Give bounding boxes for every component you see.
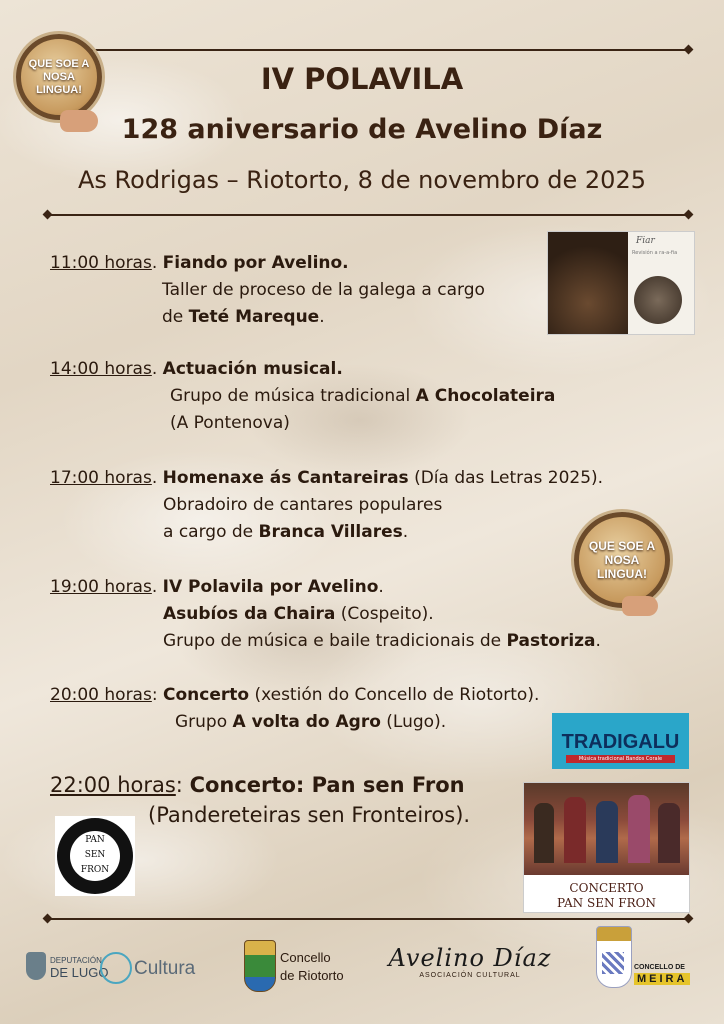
pan-sen-fron-logo: PAN SEN FRON [55,816,135,896]
riotorto-crest-icon [244,940,276,992]
poster-line2: PAN SEN FRON [557,896,656,910]
fiar-card-title: Fiar [636,236,655,246]
page-title: IV POLAVILA [260,62,464,96]
event-1100: 11:00 horas. Fiando por Avelino. Taller de proceso de la galega a cargo de Teté Mareque. [50,253,485,327]
event-2200: 22:00 horas: Concerto: Pan sen Fron (Pandereteiras sen Fronteiros). [50,773,471,827]
crest-icon [26,952,46,980]
riotorto-logo: Concello de Riotorto [244,940,364,992]
que-soe-badge-top: QUE SOE A NOSA LINGUA! [16,34,102,120]
poster-line1: CONCERTO [569,881,644,895]
spinning-photo-left [548,232,628,334]
event-1900: 19:00 horas. IV Polavila por Avelino. Asubíos da Chaira (Cospeito). Grupo de música e baile tradicionais de Pastoriza. [50,577,601,651]
fiar-card-caption: Revisión a ra-a-fia [632,250,678,256]
tradigalu-logo: TRADIGALU Música tradicional Bandos Corale [552,713,689,769]
place-date: As Rodrigas – Riotorto, 8 de novembro de 2025 [77,166,646,194]
culture-knot-icon [100,952,132,984]
concert-poster-image [523,782,690,913]
event-1700: 17:00 horas. Homenaxe ás Cantareiras (Día das Letras 2025). Obradoiro de cantares populares a cargo de Branca Villares. [50,468,604,542]
hand-icon-right [622,596,658,616]
fiar-card-image [547,231,695,335]
top-divider [48,49,688,51]
avelino-diaz-logo: Avelino Díaz ASOCIACIÓN CULTURAL [388,944,552,979]
event-1400: 14:00 horas. Actuación musical. Grupo de música tradicional A Chocolateira (A Pontenova) [50,359,556,433]
wool-photo-right [634,276,682,324]
header-divider [48,214,688,216]
meira-logo: CONCELLO DE MEIRA [594,926,712,990]
band-photo [524,783,689,875]
event-2000: 20:00 horas: Concerto (xestión do Concello de Riotorto). Grupo A volta do Agro (Lugo). [50,685,540,732]
deputacion-lugo-logo: DEPUTACIÓN DE LUGO Cultura [26,950,211,990]
footer-divider [48,918,688,920]
que-soe-badge-right: QUE SOE A NOSA LINGUA! [574,512,670,608]
anniversary-title: 128 aniversario de Avelino Díaz [121,114,603,145]
